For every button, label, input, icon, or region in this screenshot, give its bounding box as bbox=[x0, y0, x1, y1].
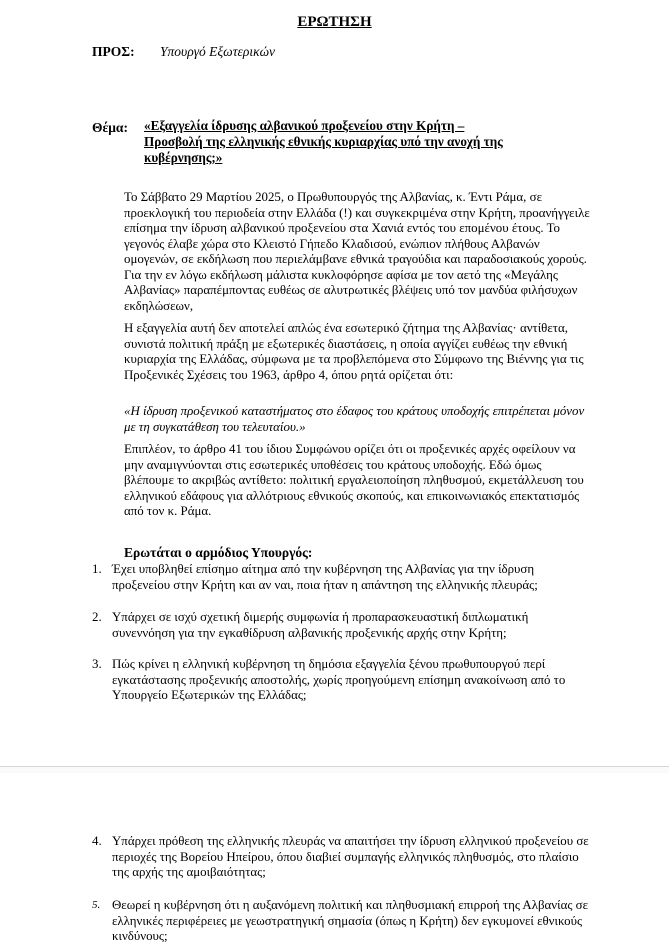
question-text: Υπάρχει σε ισχύ σχετική διμερής συμφωνία ή προπαρασκευαστική διπλωματική συνεννόηση για την εγκαθίδρυση αλβανικής προξενικής αρχής στην Κρήτη; bbox=[112, 610, 529, 640]
question-item bbox=[92, 834, 592, 881]
paragraph-text: Επιπλέον, το άρθρο 41 του ίδιου Συμφώνου ορίζει ότι οι προξενικές αρχές οφείλουν να μην αναμιγνύονται στις εσωτερικές υποθέσεις του κράτους υποδοχής. Εδώ όμως βλέπουμε το ακριβώς αντίθετο: πολιτική εργαλειοποίηση πληθυσμού, εκμετάλλευση του ελληνικού εδάφους για αλλότριους εθνικούς σκοπούς, και επικοινωνιακός επεκτατισμός από τον κ. Ράμα. bbox=[124, 442, 584, 518]
questions-heading: Ερωτάται ο αρμόδιος Υπουργός: bbox=[124, 545, 313, 560]
question-item bbox=[92, 562, 592, 593]
question-item bbox=[92, 657, 592, 704]
question-text: Υπάρχει πρόθεση της ελληνικής πλευράς να απαιτήσει την ίδρυση ελληνικού προξενείου σε περιοχές της Βορείου Ηπείρου, όπου διαβιεί συμπαγής ελληνικός πληθυσμός, στο πλαίσιο της αρχής της αμοιβαιότητας; bbox=[112, 834, 589, 879]
body-paragraph bbox=[124, 190, 590, 314]
quote-text: «Η ίδρυση προξενικού καταστήματος στο έδαφος του κράτους υποδοχής επιτρέπεται μόνον με τη συγκατάθεση του τελευταίου.» bbox=[124, 404, 585, 434]
question-number: 4. bbox=[92, 834, 102, 848]
body-paragraph bbox=[124, 442, 590, 520]
question-number: 2. bbox=[92, 610, 102, 624]
quoted-article bbox=[124, 404, 590, 435]
recipient-label: ΠΡΟΣ: bbox=[92, 44, 135, 59]
paragraph-text: Η εξαγγελία αυτή δεν αποτελεί απλώς ένα εσωτερικό ζήτημα της Αλβανίας· αντίθετα, συνιστά πολιτική πράξη με εξωτερικές διαστάσεις, η οποία αγγίζει ευθέως την εθνική κυριαρχία της Ελλάδας, σύμφωνα με τα προβλεπόμενα στο Σύμφωνο της Βιέννης για τις Προξενικές Σχέσεις του 1963, άρθρο 4, όπου ρητά ορίζεται ότι: bbox=[124, 321, 584, 382]
question-number: 3. bbox=[92, 657, 102, 671]
question-item bbox=[92, 898, 592, 945]
subject-label: Θέμα: bbox=[92, 120, 128, 135]
question-text: Πώς κρίνει η ελληνική κυβέρνηση τη δημόσια εξαγγελία ξένου πρωθυπουργού περί εγκατάστασης προξενικής αποστολής, χωρίς προηγούμενη επίσημη ανακοίνωση από το Υπουργείο Εξωτερικών της Ελλάδας; bbox=[112, 657, 566, 702]
body-paragraph bbox=[124, 321, 590, 383]
recipient-value: Υπουργό Εξωτερικών bbox=[160, 44, 275, 59]
subject-text: «Εξαγγελία ίδρυσης αλβανικού προξενείου στην Κρήτη – Προσβολή της ελληνικής εθνικής κυριαρχίας υπό την ανοχή της κυβέρνησης;» bbox=[144, 118, 503, 165]
document-title: ΕΡΩΤΗΣΗ bbox=[297, 14, 372, 30]
question-text: Θεωρεί η κυβέρνηση ότι η αυξανόμενη πολιτική και πληθυσμιακή επιρροή της Αλβανίας σε ελληνικές περιφέρειες με γεωστρατηγική σημασία (όπως η Κρήτη) δεν εγκυμονεί εθνικούς κινδύνους; bbox=[112, 898, 589, 943]
question-item bbox=[92, 610, 592, 641]
question-text: Έχει υποβληθεί επίσημο αίτημα από την κυβέρνηση της Αλβανίας για την ίδρυση προξενείου στην Κρήτη και αν ναι, ποια ήταν η απάντηση της ελληνικής πλευράς; bbox=[112, 562, 538, 592]
paragraph-text: Το Σάββατο 29 Μαρτίου 2025, ο Πρωθυπουργός της Αλβανίας, κ. Έντι Ράμα, σε προεκλογική του περιοδεία στην Ελλάδα (!) και συγκεκριμένα στην Κρήτη, προανήγγειλε επίσημα την ίδρυση αλβανικού προξενείου στα Χανιά εντός του επομένου έτους. Το γεγονός έλαβε χώρα στο Κλειστό Γήπεδο Κλαδισού, ενώπιον πλήθους Αλβανών ομογενών, σε εκδήλωση που περιελάμβανε εθνικά τραγούδια και παραδοσιακούς χορούς. Για την εν λόγω εκδήλωση μάλιστα κυκλοφόρησε αφίσα με τον αετό της «Μεγάλης Αλβανίας» παραπέμποντας ευθέως σε αλυτρωτικές βλέψεις υπό τον μανδύα φιλήσυχων εκδηλώσεων, bbox=[124, 190, 590, 313]
page-break bbox=[0, 766, 669, 773]
question-number: 5. bbox=[92, 899, 101, 911]
question-number: 1. bbox=[92, 562, 102, 576]
